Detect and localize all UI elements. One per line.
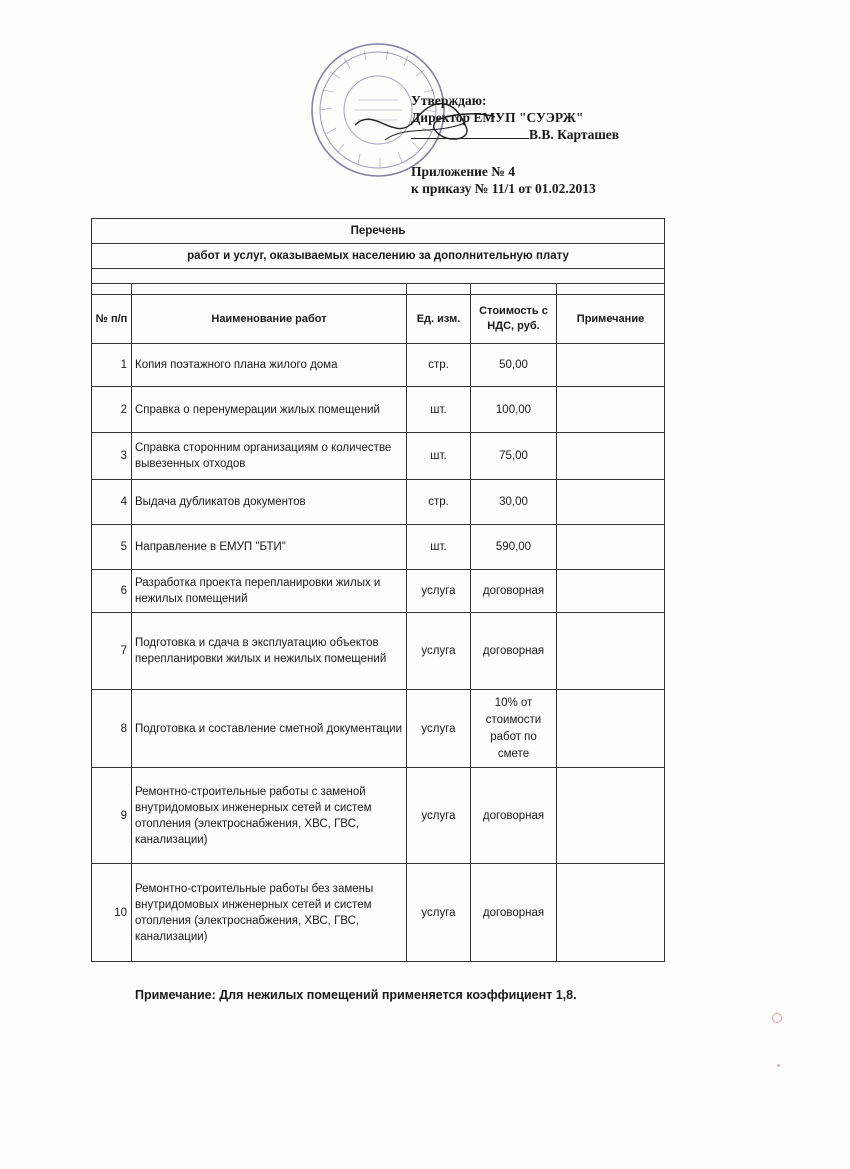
row-num: 9 — [92, 768, 132, 864]
signature-line — [411, 126, 671, 143]
row-num: 4 — [92, 480, 132, 525]
row-note — [557, 864, 665, 962]
scan-speck — [777, 1064, 780, 1067]
row-name: Ремонтно-строительные работы без замены внутридомовых инженерных сетей и систем отопления (электроснабжения, ХВС, ГВС, канализации) — [132, 864, 407, 962]
row-price: 30,00 — [471, 480, 557, 525]
table-row — [92, 864, 665, 962]
row-name: Справка сторонним организациям о количестве вывезенных отходов — [132, 433, 407, 480]
header-note: Примечание — [557, 295, 665, 344]
row-unit: стр. — [407, 344, 471, 387]
signer-name: В.В. Карташев — [529, 127, 620, 142]
row-name: Ремонтно-строительные работы с заменой внутридомовых инженерных сетей и систем отопления (электроснабжения, ХВС, ГВС, канализации) — [132, 768, 407, 864]
row-num: 8 — [92, 690, 132, 768]
approval-label: Утверждаю: — [411, 93, 487, 108]
row-num: 10 — [92, 864, 132, 962]
row-name: Разработка проекта перепланировки жилых и нежилых помещений — [132, 570, 407, 613]
header-name: Наименование работ — [132, 295, 407, 344]
row-note — [557, 387, 665, 433]
column-headers — [92, 295, 665, 344]
row-price: договорная — [471, 768, 557, 864]
row-price: договорная — [471, 864, 557, 962]
row-price: 590,00 — [471, 525, 557, 570]
row-note — [557, 344, 665, 387]
row-num: 1 — [92, 344, 132, 387]
row-note — [557, 768, 665, 864]
row-num: 2 — [92, 387, 132, 433]
row-name: Подготовка и составление сметной документации — [132, 690, 407, 768]
table-row — [92, 433, 665, 480]
row-price: 100,00 — [471, 387, 557, 433]
table-row — [92, 768, 665, 864]
appendix-number: Приложение № 4 — [411, 164, 515, 179]
row-note — [557, 690, 665, 768]
table-subtitle: работ и услуг, оказываемых населению за дополнительную плату — [92, 244, 665, 269]
row-unit: шт. — [407, 433, 471, 480]
order-reference: к приказу № 11/1 от 01.02.2013 — [411, 181, 596, 196]
director-title: Директор ЕМУП "СУЭРЖ" — [411, 110, 584, 125]
row-note — [557, 570, 665, 613]
blank-row — [92, 269, 665, 284]
row-price: договорная — [471, 613, 557, 690]
approval-block — [411, 92, 671, 197]
table-title: Перечень — [92, 219, 665, 244]
row-note — [557, 525, 665, 570]
table-row — [92, 525, 665, 570]
table-row — [92, 480, 665, 525]
row-unit: шт. — [407, 387, 471, 433]
row-num: 3 — [92, 433, 132, 480]
row-unit: услуга — [407, 690, 471, 768]
table-row — [92, 387, 665, 433]
row-num: 6 — [92, 570, 132, 613]
services-table — [91, 218, 665, 962]
scan-speck — [772, 1013, 782, 1023]
row-price: договорная — [471, 570, 557, 613]
row-unit: шт. — [407, 525, 471, 570]
row-price: 10% от стоимости работ по смете — [471, 690, 557, 768]
row-name: Справка о перенумерации жилых помещений — [132, 387, 407, 433]
header-price: Стоимость с НДС, руб. — [471, 295, 557, 344]
row-name: Направление в ЕМУП "БТИ" — [132, 525, 407, 570]
header-num: № п/п — [92, 295, 132, 344]
row-unit: услуга — [407, 570, 471, 613]
table-row — [92, 690, 665, 768]
row-note — [557, 433, 665, 480]
row-price: 75,00 — [471, 433, 557, 480]
row-name: Выдача дубликатов документов — [132, 480, 407, 525]
row-unit: услуга — [407, 613, 471, 690]
row-note — [557, 613, 665, 690]
row-num: 5 — [92, 525, 132, 570]
row-unit: услуга — [407, 864, 471, 962]
row-price: 50,00 — [471, 344, 557, 387]
row-unit: стр. — [407, 480, 471, 525]
row-name: Подготовка и сдача в эксплуатацию объектов перепланировки жилых и нежилых помещений — [132, 613, 407, 690]
header-unit: Ед. изм. — [407, 295, 471, 344]
row-num: 7 — [92, 613, 132, 690]
row-name: Копия поэтажного плана жилого дома — [132, 344, 407, 387]
table-row — [92, 570, 665, 613]
signature-blank — [411, 126, 529, 139]
row-unit: услуга — [407, 768, 471, 864]
row-note — [557, 480, 665, 525]
table-row — [92, 613, 665, 690]
footnote: Примечание: Для нежилых помещений применяется коэффициент 1,8. — [135, 988, 577, 1002]
table-row — [92, 344, 665, 387]
